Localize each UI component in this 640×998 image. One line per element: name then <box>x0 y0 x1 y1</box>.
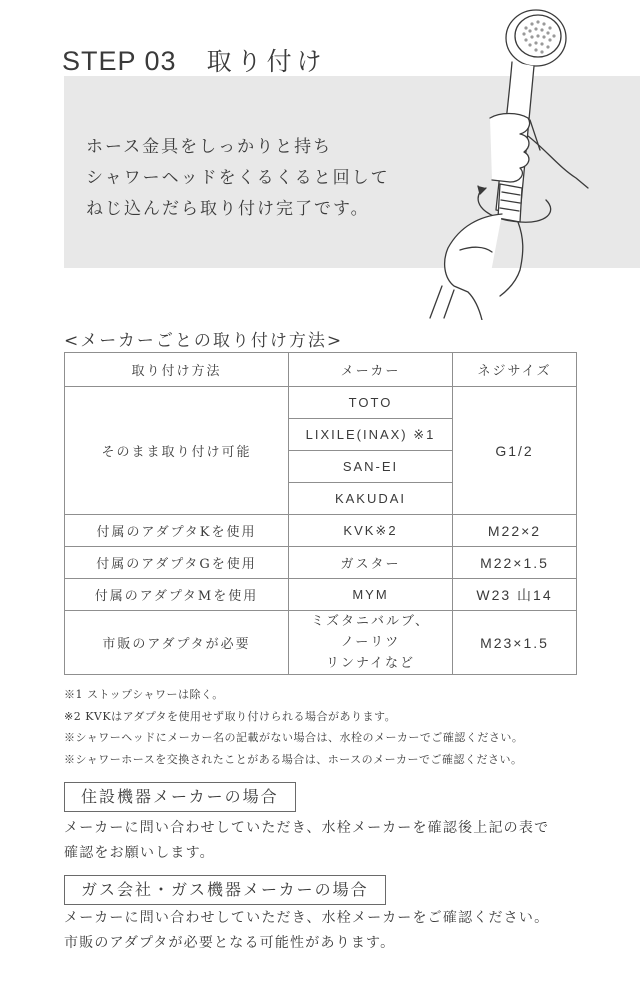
gas-company-heading: ガス会社・ガス機器メーカーの場合 <box>64 875 386 905</box>
gas-line: 市販のアダプタが必要となる可能性があります。 <box>64 935 396 951</box>
instruction-line: ねじ込んだら取り付け完了です。 <box>86 199 370 219</box>
maker-cell <box>289 611 453 675</box>
maker-cell: MYM <box>289 579 453 611</box>
gas-company-text <box>64 906 549 956</box>
hand-lower-icon <box>445 214 502 320</box>
table-header-row <box>65 353 577 387</box>
maker-line: ノーリツ <box>340 635 401 650</box>
table-row <box>65 515 577 547</box>
maker-line: リンナイなど <box>325 656 416 671</box>
screw-size-cell: M22×1.5 <box>453 547 577 579</box>
footnote: ※シャワーホースを交換されたことがある場合は、ホースのメーカーでご確認ください。 <box>64 752 523 766</box>
table-row <box>65 547 577 579</box>
method-cell: 付属のアダプタGを使用 <box>65 547 289 579</box>
gas-line: メーカーに問い合わせしていただき、水栓メーカーをご確認ください。 <box>64 910 550 926</box>
maker-cell: LIXILE(INAX) ※1 <box>289 419 453 451</box>
footnote: ※2 KVKはアダプタを使用せず取り付けられる場合があります。 <box>64 709 397 723</box>
maker-cell: ガスター <box>289 547 453 579</box>
screw-size-cell: G1/2 <box>453 387 577 515</box>
maker-line: ミズタニバルブ、 <box>311 614 430 629</box>
hose <box>430 286 454 318</box>
screw-size-cell: M22×2 <box>453 515 577 547</box>
table-row <box>65 387 577 419</box>
housing-line: メーカーに問い合わせしていただき、水栓メーカーを確認後上記の表で <box>64 820 550 836</box>
method-cell: そのまま取り付け可能 <box>65 387 289 515</box>
method-cell: 付属のアダプタMを使用 <box>65 579 289 611</box>
step-title <box>62 42 327 78</box>
screw-size-cell: W23 山14 <box>453 579 577 611</box>
instruction-text <box>86 132 390 225</box>
step-title-text: 取り付け <box>206 47 327 76</box>
header-screw-size: ネジサイズ <box>453 353 577 387</box>
footnote: ※シャワーヘッドにメーカー名の記載がない場合は、水栓のメーカーでご確認ください。 <box>64 731 524 744</box>
screw-size-cell: M23×1.5 <box>453 611 577 675</box>
header-method: 取り付け方法 <box>65 353 289 387</box>
instruction-line: シャワーヘッドをくるくると回して <box>86 168 390 188</box>
shower-head-install-illustration <box>420 0 640 320</box>
housing-maker-text <box>64 816 549 866</box>
table-row <box>65 611 577 675</box>
footnote: ※1 ストップシャワーは除く。 <box>64 688 224 701</box>
method-cell: 付属のアダプタKを使用 <box>65 515 289 547</box>
maker-cell: SAN-EI <box>289 451 453 483</box>
housing-maker-heading: 住設機器メーカーの場合 <box>64 782 296 812</box>
maker-cell: KAKUDAI <box>289 483 453 515</box>
table-row <box>65 579 577 611</box>
maker-cell: KVK※2 <box>289 515 453 547</box>
footnotes <box>64 684 523 770</box>
install-method-table <box>64 352 577 675</box>
housing-line: 確認をお願いします。 <box>64 845 215 861</box>
maker-cell: TOTO <box>289 387 453 419</box>
section-heading: <メーカーごとの取り付け方法> <box>64 331 344 351</box>
shower-head-icon <box>506 10 566 66</box>
instruction-line: ホース金具をしっかりと持ち <box>86 137 333 157</box>
method-cell: 市販のアダプタが必要 <box>65 611 289 675</box>
step-label: STEP 03 <box>62 46 177 76</box>
header-maker: メーカー <box>289 353 453 387</box>
